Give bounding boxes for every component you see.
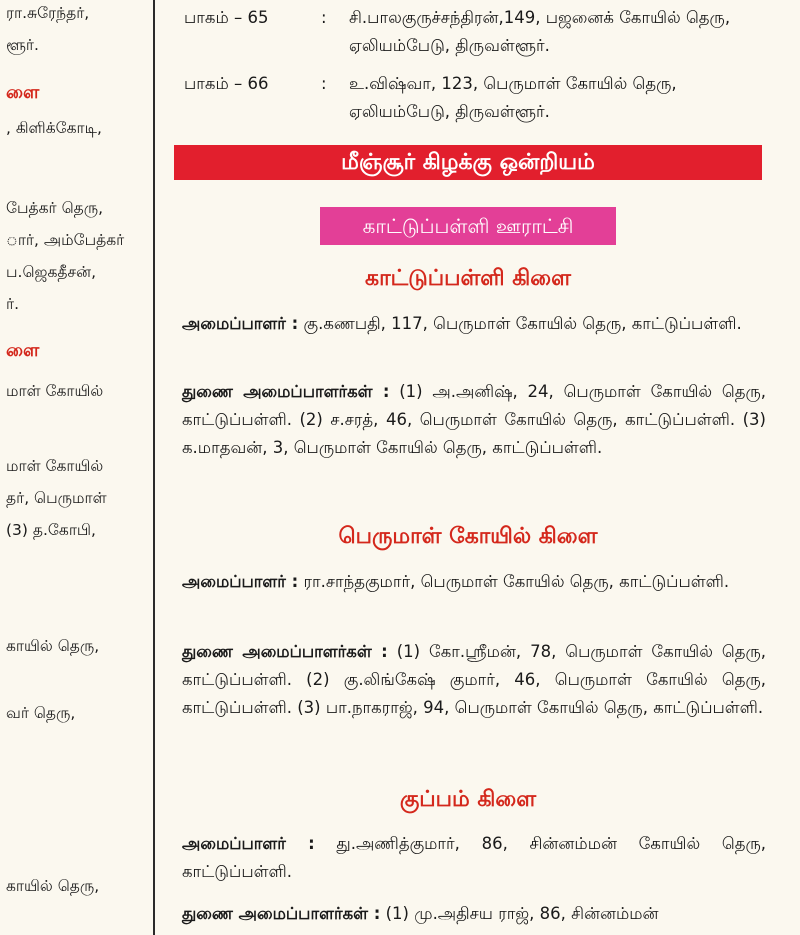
deputy-paragraph <box>182 378 766 462</box>
organizer-label: அமைப்பாளர் : <box>182 314 299 333</box>
deputy-paragraph <box>182 900 766 928</box>
left-column <box>0 0 152 935</box>
deputy-label: துணை அமைப்பாளர்கள் : <box>182 904 381 923</box>
left-fragment: ப.ஜெகதீசன், <box>6 263 97 281</box>
organizer-text: கு.கணபதி, 117, பெருமாள் கோயில் தெரு, காட்டுப்பள்ளி. <box>303 314 742 333</box>
left-fragment: ர். <box>6 295 20 313</box>
deputy-text: (1) அ.அனிஷ், 24, பெருமாள் கோயில் தெரு, காட்டுப்பள்ளி. (2) ச.சரத், 46, பெருமாள் கோயில் தெரு, காட்டுப்பள்ளி. (3) க.மாதவன், 3, பெருமாள் கோயில் தெரு, காட்டுப்பள்ளி. <box>182 382 766 457</box>
left-fragment: காயில் தெரு, <box>6 877 100 895</box>
organizer-text: து.அணித்குமார், 86, சின்னம்மன் கோயில் தெரு, காட்டுப்பள்ளி. <box>182 834 766 881</box>
organizer-label: அமைப்பாளர் : <box>182 834 315 853</box>
part-text: உ.விஷ்வா, 123, பெருமாள் கோயில் தெரு, ஏலியம்பேடு, திருவள்ளூர். <box>349 74 677 121</box>
left-fragment: பேத்கர் தெரு, <box>6 199 104 217</box>
left-fragment: காயில் தெரு, <box>6 637 100 655</box>
main-column <box>170 0 770 935</box>
left-fragment-heading: ளை <box>6 340 40 361</box>
deputy-text: (1) மு.அதிசய ராஜ், 86, சின்னம்மன் <box>385 904 659 923</box>
left-fragment: மாள் கோயில் <box>6 457 104 475</box>
column-divider <box>153 0 155 935</box>
union-banner: மீஞ்சூர் கிழக்கு ஒன்றியம் <box>174 145 762 180</box>
deputy-text: (1) கோ.ஸ்ரீமன், 78, பெருமாள் கோயில் தெரு, காட்டுப்பள்ளி. (2) கு.லிங்கேஷ் குமார், 46, பெருமாள் கோயில் தெரு, காட்டுப்பள்ளி. (3) பா.நாகராஜ், 94, பெருமாள் கோயில் தெரு, காட்டுப்பள்ளி. <box>182 642 766 717</box>
left-fragment: ரா.சுரேந்தர், <box>6 4 90 22</box>
part-colon: : <box>321 8 327 27</box>
deputy-paragraph <box>182 638 766 722</box>
panchayat-label: காட்டுப்பள்ளி ஊராட்சி <box>320 207 616 245</box>
left-fragment: , கிளிக்கோடி, <box>6 119 102 137</box>
organizer-paragraph <box>182 310 766 338</box>
deputy-label: துணை அமைப்பாளர்கள் : <box>182 642 388 661</box>
part-colon: : <box>321 74 327 93</box>
left-fragment: தர், பெருமாள் <box>6 489 107 507</box>
part-label: பாகம் – 65 <box>184 8 269 27</box>
branch-heading: குப்பம் கிளை <box>399 787 537 812</box>
left-fragment: வர் தெரு, <box>6 704 76 722</box>
organizer-text: ரா.சாந்தகுமார், பெருமாள் கோயில் தெரு, காட்டுப்பள்ளி. <box>303 572 730 591</box>
part-text: சி.பாலகுருச்சந்திரன்,149, பஜனைக் கோயில் தெரு, ஏலியம்பேடு, திருவள்ளூர். <box>349 8 731 55</box>
left-fragment: (3) த.கோபி, <box>6 521 96 539</box>
deputy-label: துணை அமைப்பாளர்கள் : <box>182 382 390 401</box>
organizer-paragraph <box>182 830 766 886</box>
left-fragment: மாள் கோயில் <box>6 382 104 400</box>
branch-heading: காட்டுப்பள்ளி கிளை <box>365 266 571 291</box>
left-fragment-heading: ளை <box>6 82 40 103</box>
branch-heading: பெருமாள் கோயில் கிளை <box>338 524 598 549</box>
organizer-label: அமைப்பாளர் : <box>182 572 299 591</box>
left-fragment: ார், அம்பேத்கர் <box>6 231 125 249</box>
left-fragment: ளூர். <box>6 36 39 54</box>
organizer-paragraph <box>182 568 766 596</box>
part-label: பாகம் – 66 <box>184 74 269 93</box>
